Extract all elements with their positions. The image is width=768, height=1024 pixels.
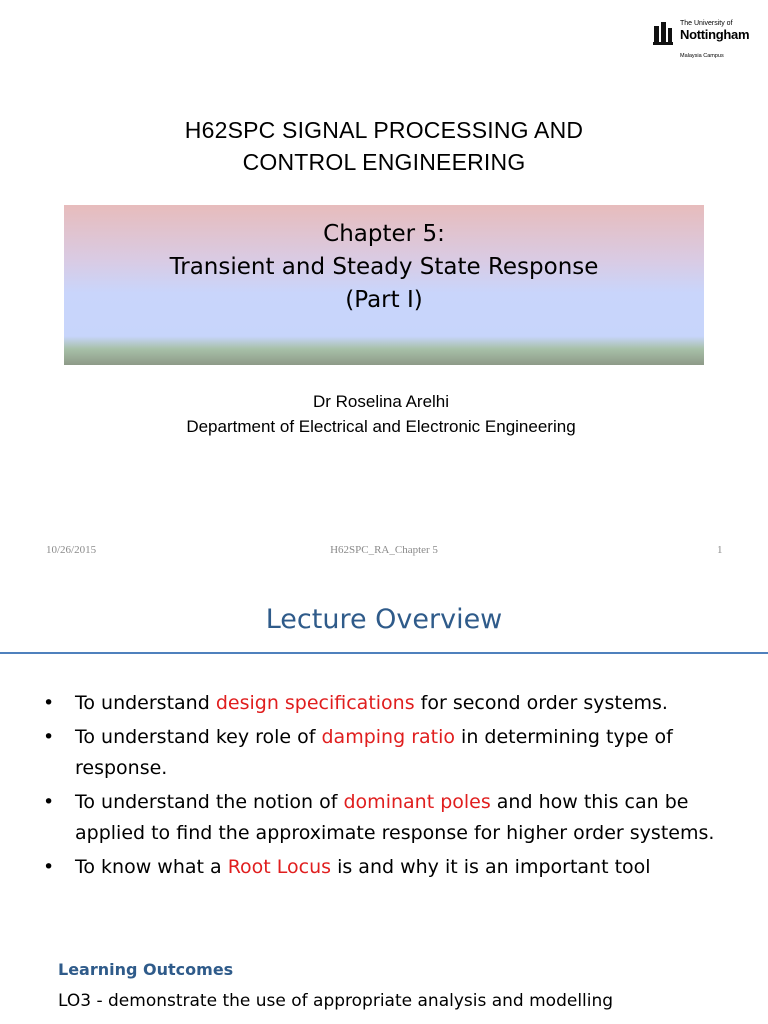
chapter-title: Transient and Steady State Response bbox=[169, 254, 599, 280]
bullet-text: To understand key role of bbox=[75, 726, 322, 748]
bullet-text: is and why it is an important tool bbox=[331, 856, 651, 878]
university-crest-icon bbox=[652, 20, 674, 46]
logo-university-of: The University of bbox=[680, 20, 733, 27]
bullet-highlight: Root Locus bbox=[227, 856, 332, 878]
footer-date: 10/26/2015 bbox=[46, 544, 97, 556]
bullet-text: in determining type of response. bbox=[75, 726, 673, 779]
author-block bbox=[0, 389, 762, 439]
course-title bbox=[0, 114, 768, 178]
bullet-icon: • bbox=[43, 856, 55, 878]
bullet-text: To understand bbox=[75, 692, 216, 714]
footer-label: H62SPC_RA_Chapter 5 bbox=[330, 544, 438, 556]
bullet-text: for second order systems. bbox=[414, 692, 668, 714]
chapter-part: (Part I) bbox=[345, 287, 423, 313]
bullet-icon: • bbox=[43, 692, 55, 714]
bullet-icon: • bbox=[43, 726, 55, 748]
course-title-line2: CONTROL ENGINEERING bbox=[242, 149, 526, 175]
bullet-text: To understand the notion of bbox=[75, 791, 344, 813]
list-item bbox=[43, 688, 743, 719]
learning-outcomes-heading: Learning Outcomes bbox=[58, 960, 234, 979]
learning-outcome-text: LO3 - demonstrate the use of appropriate analysis and modelling bbox=[58, 991, 614, 1011]
bullet-icon: • bbox=[43, 791, 55, 813]
bullet-highlight: damping ratio bbox=[321, 726, 456, 748]
course-title-line1: H62SPC SIGNAL PROCESSING AND bbox=[184, 117, 584, 143]
chapter-heading bbox=[64, 218, 704, 317]
list-item bbox=[43, 787, 743, 849]
bullet-highlight: design specifications bbox=[215, 692, 415, 714]
bullet-highlight: dominant poles bbox=[343, 791, 491, 813]
list-item bbox=[43, 852, 743, 883]
bullet-text: To know what a bbox=[75, 856, 228, 878]
author-department: Department of Electrical and Electronic Engineering bbox=[186, 417, 576, 436]
chapter-banner bbox=[64, 205, 704, 365]
logo-campus: Malaysia Campus bbox=[680, 53, 724, 59]
logo-university-name: Nottingham bbox=[680, 27, 750, 42]
university-logo bbox=[652, 18, 762, 68]
author-name: Dr Roselina Arelhi bbox=[312, 392, 450, 411]
chapter-number: Chapter 5: bbox=[323, 221, 445, 247]
footer-page-number: 1 bbox=[717, 544, 723, 556]
overview-slide bbox=[0, 576, 768, 1024]
title-divider bbox=[0, 652, 768, 654]
overview-bullet-list bbox=[43, 688, 743, 886]
bullet-text: and how this can be applied to find the approximate response for higher order systems. bbox=[75, 791, 715, 844]
overview-title: Lecture Overview bbox=[265, 604, 503, 635]
list-item bbox=[43, 722, 743, 784]
